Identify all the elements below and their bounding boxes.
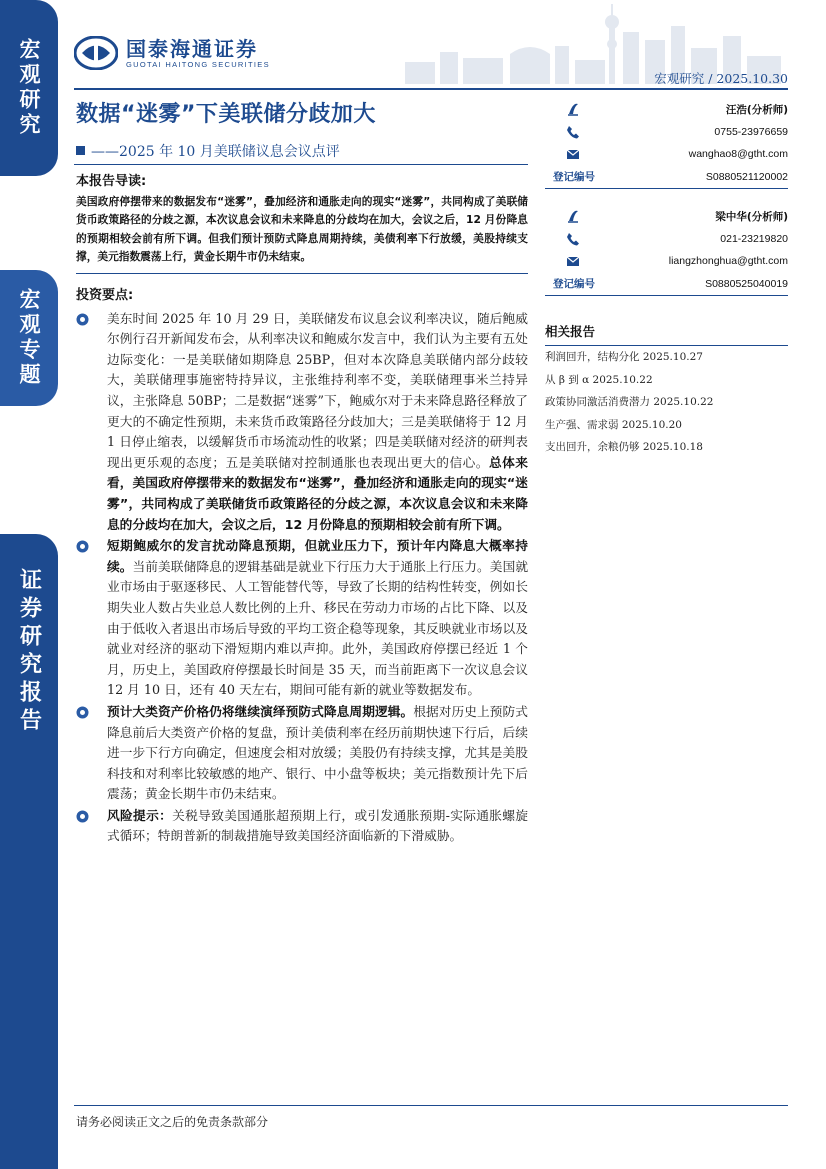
email-icon — [565, 253, 581, 269]
rail-middle-label: 宏观专题 — [17, 288, 41, 388]
analyst-divider — [545, 188, 788, 189]
email-icon — [565, 146, 581, 162]
left-rail — [0, 0, 58, 1169]
side-column — [545, 98, 788, 459]
analyst-card — [545, 205, 788, 296]
investment-point — [76, 536, 528, 701]
bullet-icon — [76, 810, 89, 823]
brand-logo — [74, 36, 270, 70]
registration-number: S0880525040019 — [705, 277, 788, 290]
guide-text: 美国政府停摆带来的数据发布“迷雾”，叠加经济和通胀走向的现实“迷雾”，共同构成了美联储货币政策路径的分歧之源，本次议息会议和未来降息的分歧均在加大，会议之后，12 月份降息的预期相较会前有所下调。但我们预计预防式降息周期持续，美债利率下行放缓，美股持续支撑，美元指数震荡上行，黄金长期牛市仍未结束。 — [76, 195, 528, 264]
analyst-card — [545, 98, 788, 189]
registration-label: 登记编号 — [553, 278, 595, 291]
subtitle-divider — [74, 164, 528, 165]
brand-name-cn: 国泰海通证券 — [126, 36, 258, 61]
point-body: 当前美联储降息的逻辑基础是就业下行压力大于通胀上行压力。美国就业市场由于驱逐移民、人工智能替代等，导致了长期的结构性转变，例如长期失业人数占失业总人数比例的上升、移民在劳动力市场的占比下降、以及由于低收入者退出市场后导致的平均工资企稳等现象，其反映就业市场以及就业对经济的驱动下滑短期内难以声抑。此外，美国政府停摆已经近 1 个月，历史上，美国政府停摆最长时间是 35 天，而当前距离下一次议息会议 12 月 10 日，还有 40 天左右，期间可能有新的就业等数据发布。 — [107, 558, 529, 698]
footer-divider — [74, 1105, 788, 1106]
header-divider — [74, 88, 788, 90]
rail-bottom-label: 证券研究报告 — [16, 568, 42, 736]
analyst-name: 梁中华(分析师) — [715, 210, 788, 223]
analyst-divider — [545, 295, 788, 296]
point-tail: 总体来看，美国政府停摆带来的数据发布“迷雾”，叠加经济和通胀走向的现实“迷雾”，共同构成了美联储货币政策路径的分歧之源，本次议息会议和未来降息的分歧均在加大，会议之后，12 月份降息的预期相较会前有所下调。 — [107, 454, 528, 532]
phone-icon — [565, 124, 581, 140]
main-column — [76, 170, 528, 848]
point-lead: 短期鲍威尔的发言扰动降息预期，但就业压力下，预计年内降息大概率持续。 — [107, 538, 528, 574]
rail-top-label: 宏观研究 — [17, 38, 41, 138]
analyst-phone: 0755-23976659 — [714, 125, 788, 138]
rail-securities-report — [0, 534, 58, 1169]
related-reports-title: 相关报告 — [545, 324, 596, 339]
rail-macro-research — [0, 0, 58, 176]
related-report-link[interactable]: 从 β 到 α 2025.10.22 — [545, 373, 653, 386]
person-icon — [565, 208, 581, 224]
related-report-link[interactable]: 支出回升，余粮仍够 2025.10.18 — [545, 441, 703, 453]
registration-number: S0880521120002 — [705, 170, 788, 183]
subtitle-text: ——2025 年 10 月美联储议息会议点评 — [91, 144, 340, 160]
person-icon — [565, 101, 581, 117]
point-lead: 风险提示： — [107, 807, 173, 823]
category-date: 宏观研究 / 2025.10.30 — [654, 71, 788, 86]
related-report-link[interactable]: 政策协同激活消费潜力 2025.10.22 — [545, 396, 714, 408]
guide-label: 本报告导读: — [76, 174, 147, 189]
rail-macro-topic — [0, 270, 58, 406]
investment-point — [76, 806, 528, 847]
bullet-icon — [76, 313, 89, 326]
brand-name-en: GUOTAI HAITONG SECURITIES — [126, 59, 270, 69]
related-report-link[interactable]: 生产强、需求弱 2025.10.20 — [545, 418, 682, 431]
point-body: 关税导致美国通胀超预期上行，或引发通胀预期-实际通胀螺旋式循环；特朗普新的制裁措施导致美国经济面临新的下滑威胁。 — [107, 807, 529, 844]
investment-point — [76, 702, 528, 805]
analyst-name: 汪浩(分析师) — [725, 103, 788, 116]
phone-icon — [565, 231, 581, 247]
investment-label: 投资要点: — [76, 287, 134, 303]
guide-divider — [76, 273, 528, 274]
investment-point — [76, 309, 528, 536]
registration-label: 登记编号 — [553, 171, 595, 184]
bullet-icon — [76, 706, 89, 719]
bullet-icon — [76, 540, 89, 553]
analyst-phone: 021-23219820 — [720, 232, 788, 245]
investment-points — [76, 309, 528, 847]
point-lead: 预计大类资产价格仍将继续演绎预防式降息周期逻辑。 — [107, 703, 414, 719]
related-report-link[interactable]: 利润回升，结构分化 2025.10.27 — [545, 351, 703, 363]
report-title: 数据“迷雾”下美联储分歧加大 — [76, 102, 376, 127]
analyst-email: wanghao8@gtht.com — [688, 148, 788, 161]
report-subtitle — [76, 141, 340, 161]
disclaimer-footer: 请务必阅读正文之后的免责条款部分 — [76, 1115, 269, 1129]
analyst-email: liangzhonghua@gtht.com — [668, 255, 788, 268]
point-body: 根据对历史上预防式降息前后大类资产价格的复盘，预计美债利率在经历前期快速下行后，后续进一步下行方向确定，但速度会相对放缓；美股仍有持续支撑，尤其是美股科技和对利率比较敏感的地产、银行、中小盘等板块；美元指数预计先下后震荡；黄金长期牛市仍未结束。 — [107, 703, 528, 802]
point-body: 美东时间 2025 年 10 月 29 日，美联储发布议息会议利率决议，随后鲍威尔例行召开新闻发布会，从利率决议和鲍威尔发言中，我们认为主要有五处边际变化：一是美联储如期降息 25BP，但对本次降息美联储内部分歧较大，美联储理事施密特持异议，主张维持利率不变，美联储理事米兰持异议，主张降息 50BP；二是数据“迷雾”下，鲍威尔对于未来降息路径释放了更大的不确定性预期，未来货币政策路径分歧加大；三是美联储将于 12 月 1 日停止缩表，以缓解货币市场流动性的收紧；四是美联储对经济的研判表现出更乐观的态度；五是美联储对控制通胀也表现出更大的信心。 — [107, 310, 528, 470]
square-bullet-icon — [76, 146, 85, 155]
logo-mark — [74, 36, 118, 70]
